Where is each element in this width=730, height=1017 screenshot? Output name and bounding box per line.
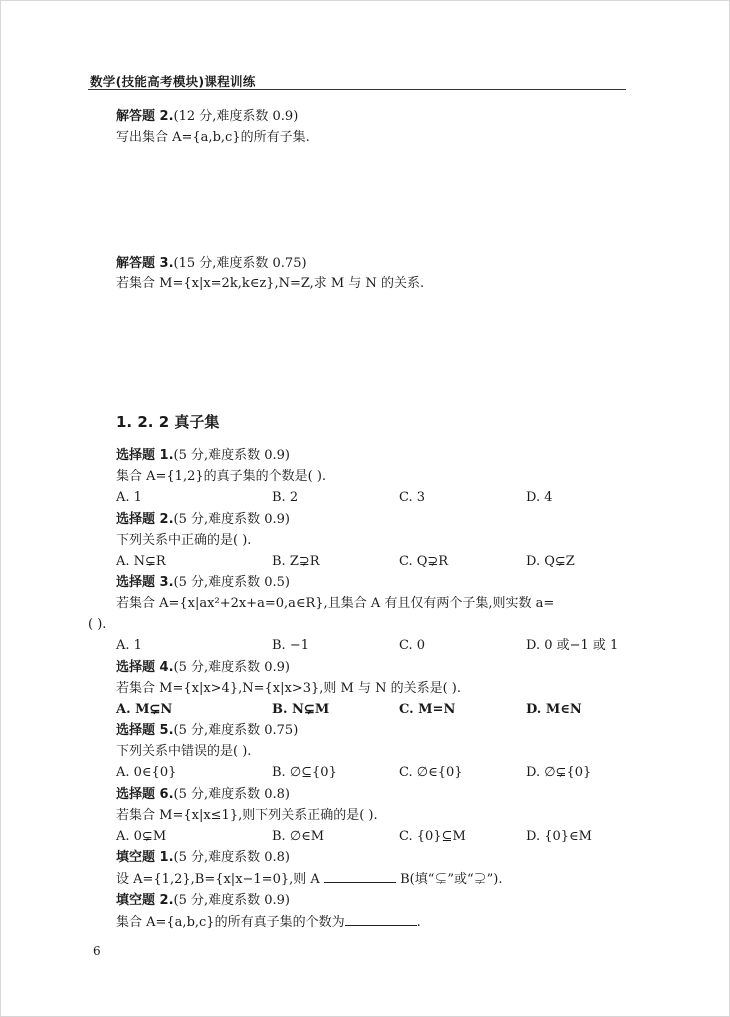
question-meta: (5 分,难度系数 0.9) xyxy=(173,660,291,675)
question-heading xyxy=(116,892,290,909)
question-meta: (5 分,难度系数 0.75) xyxy=(173,723,299,738)
fill-text-before: 集合 A={a,b,c}的所有真子集的个数为 xyxy=(116,915,345,930)
option-c: C. ∅∈{0} xyxy=(399,765,463,780)
question-heading xyxy=(116,659,290,676)
question-tag: 解答题 3. xyxy=(116,256,174,271)
question-meta: (15 分,难度系数 0.75) xyxy=(173,256,307,271)
question-tag: 选择题 6. xyxy=(116,787,174,802)
problem-heading xyxy=(116,255,307,272)
question-tag: 选择题 4. xyxy=(116,660,174,675)
fill-question-text xyxy=(116,913,421,931)
option-d: D. Q⊊Z xyxy=(526,554,575,569)
question-tag: 选择题 5. xyxy=(116,723,174,738)
option-c: C. M=N xyxy=(399,702,456,717)
answer-blank[interactable] xyxy=(324,870,396,883)
option-a: A. M⊊N xyxy=(116,702,173,717)
option-a: A. 1 xyxy=(116,638,142,653)
question-heading xyxy=(116,511,290,528)
question-tag: 选择题 2. xyxy=(116,512,174,527)
fill-text-after: . xyxy=(416,915,421,930)
option-b: B. ∅∈M xyxy=(272,829,325,844)
question-heading xyxy=(116,786,290,803)
option-d: D. ∅⊊{0} xyxy=(526,765,592,780)
fill-text-before: 设 A={1,2},B={x|x−1=0},则 A xyxy=(116,872,320,887)
option-d: D. M∈N xyxy=(526,702,582,717)
question-tag: 填空题 2. xyxy=(116,893,174,908)
question-heading xyxy=(116,574,290,591)
page-number: 6 xyxy=(93,944,101,958)
option-a: A. 0∈{0} xyxy=(116,765,177,780)
question-tag: 选择题 1. xyxy=(116,448,174,463)
option-a: A. 1 xyxy=(116,490,142,505)
option-b: B. ∅⊆{0} xyxy=(272,765,337,780)
section-title: 1. 2. 2 真子集 xyxy=(116,413,220,431)
question-heading xyxy=(116,849,290,866)
option-b: B. N⊊M xyxy=(272,702,330,717)
question-meta: (5 分,难度系数 0.5) xyxy=(173,575,291,590)
option-a: A. 0⊊M xyxy=(116,829,167,844)
problem-text: 写出集合 A={a,b,c}的所有子集. xyxy=(116,130,310,145)
option-c: C. {0}⊆M xyxy=(399,829,466,844)
question-meta: (5 分,难度系数 0.8) xyxy=(173,787,291,802)
page-header: 数学(技能高考模块)课程训练 xyxy=(90,74,256,89)
option-a: A. N⊊R xyxy=(116,554,166,569)
question-text: 若集合 M={x|x≤1},则下列关系正确的是( ). xyxy=(116,808,378,823)
problem-text: 若集合 M={x|x=2k,k∈z},N=Z,求 M 与 N 的关系. xyxy=(116,276,425,291)
question-meta: (5 分,难度系数 0.9) xyxy=(173,448,291,463)
question-heading xyxy=(116,447,290,464)
question-tag: 选择题 3. xyxy=(116,575,174,590)
option-b: B. −1 xyxy=(272,638,309,653)
option-c: C. Q⊋R xyxy=(399,554,449,569)
option-d: D. 0 或−1 或 1 xyxy=(526,638,619,653)
option-c: C. 0 xyxy=(399,638,426,653)
question-meta: (12 分,难度系数 0.9) xyxy=(173,109,299,124)
option-b: B. Z⊋R xyxy=(272,554,320,569)
question-heading xyxy=(116,722,298,739)
question-text: 下列关系中错误的是( ). xyxy=(116,744,252,759)
question-tag: 填空题 1. xyxy=(116,850,174,865)
option-b: B. 2 xyxy=(272,490,299,505)
question-text-continued: ( ). xyxy=(88,617,107,632)
question-meta: (5 分,难度系数 0.9) xyxy=(173,893,291,908)
question-meta: (5 分,难度系数 0.9) xyxy=(173,512,291,527)
question-text: 若集合 A={x|ax²+2x+a=0,a∈R},且集合 A 有且仅有两个子集,则实数 a= xyxy=(116,596,555,611)
header-rule xyxy=(88,89,626,90)
question-meta: (5 分,难度系数 0.8) xyxy=(173,850,291,865)
fill-question-text xyxy=(116,870,502,888)
fill-text-after: B(填“⊊”或“⊋”). xyxy=(400,872,503,887)
question-text: 若集合 M={x|x>4},N={x|x>3},则 M 与 N 的关系是( ). xyxy=(116,681,461,696)
answer-blank[interactable] xyxy=(345,913,417,926)
option-d: D. {0}∈M xyxy=(526,829,592,844)
problem-heading xyxy=(116,108,298,125)
question-tag: 解答题 2. xyxy=(116,109,174,124)
question-text: 下列关系中正确的是( ). xyxy=(116,533,252,548)
question-text: 集合 A={1,2}的真子集的个数是( ). xyxy=(116,469,327,484)
option-c: C. 3 xyxy=(399,490,426,505)
option-d: D. 4 xyxy=(526,490,553,505)
